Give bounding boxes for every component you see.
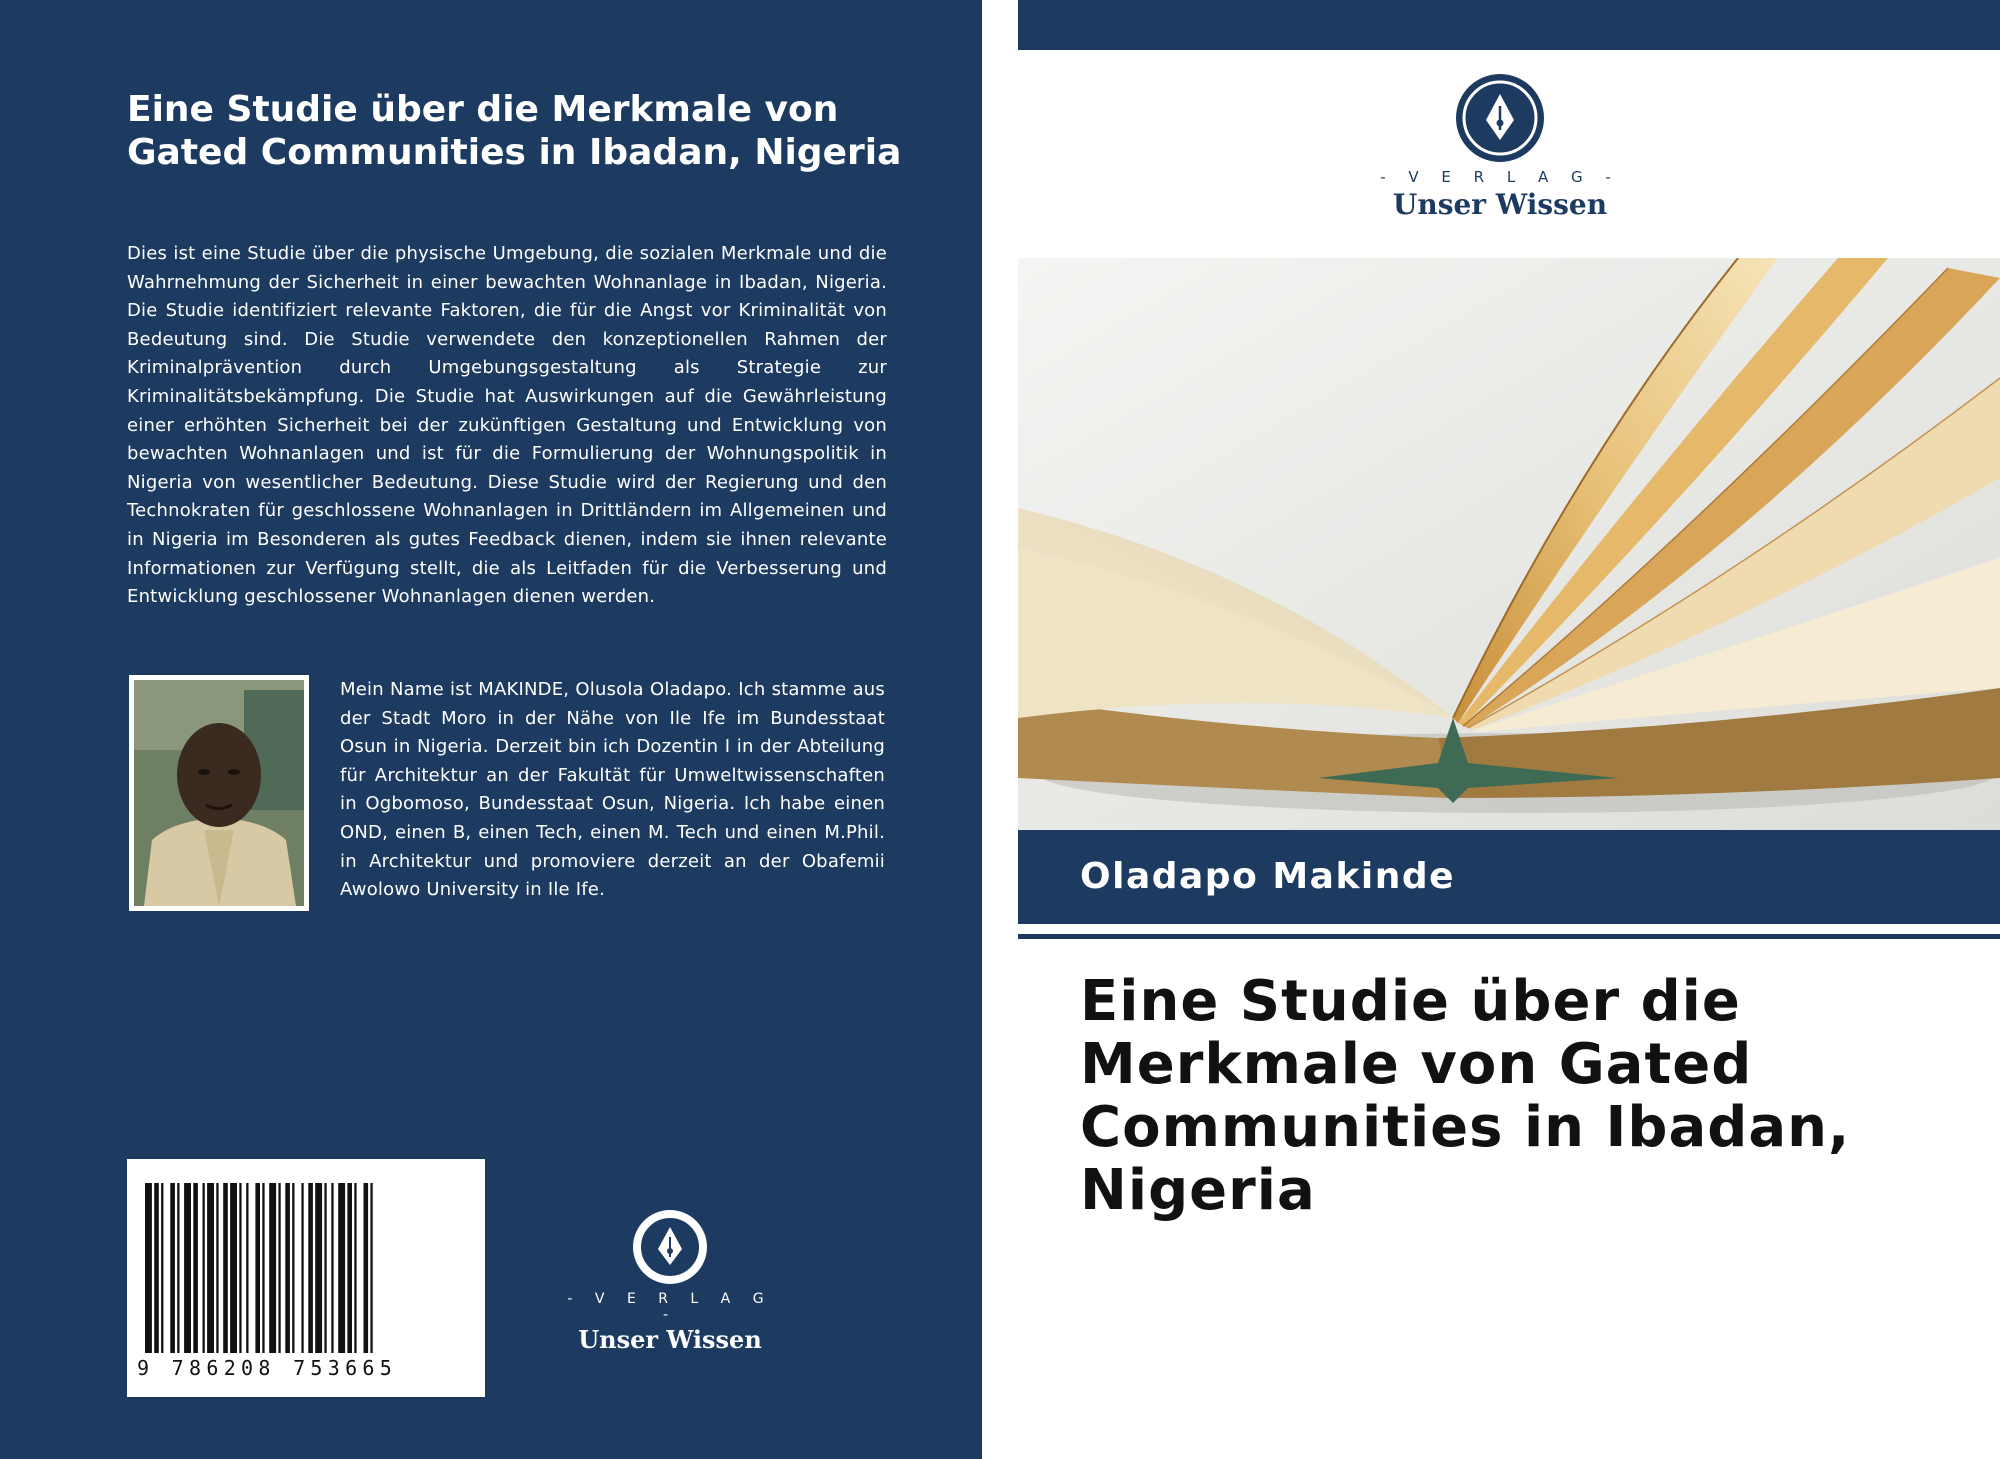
barcode-bar bbox=[308, 1183, 313, 1353]
front-publisher-logo bbox=[1380, 72, 1620, 221]
barcode-bar bbox=[154, 1183, 159, 1353]
open-book-photo bbox=[1018, 258, 2000, 830]
back-cover bbox=[0, 0, 982, 1459]
barcode-bar bbox=[223, 1183, 228, 1353]
fountain-pen-nib-logo-icon bbox=[1454, 72, 1546, 164]
back-publisher-logo bbox=[560, 1207, 780, 1354]
barcode-bar bbox=[301, 1183, 303, 1353]
front-logo-verlag: - V E R L A G - bbox=[1380, 168, 1620, 186]
barcode-bar bbox=[207, 1183, 214, 1353]
back-cover-title: Eine Studie über die Merkmale von Gated Communities in Ibadan, Nigeria bbox=[127, 89, 902, 173]
barcode-bar bbox=[239, 1183, 241, 1353]
author-photo bbox=[129, 675, 309, 911]
author-band bbox=[1018, 830, 2000, 924]
barcode-bar bbox=[292, 1183, 294, 1353]
fountain-pen-nib-logo-icon bbox=[630, 1207, 710, 1287]
barcode-bar bbox=[145, 1183, 152, 1353]
barcode-bar bbox=[184, 1183, 191, 1353]
spine-gap bbox=[982, 0, 1018, 1459]
barcode-bar bbox=[331, 1183, 333, 1353]
barcode-icon bbox=[145, 1183, 467, 1353]
front-cover-title: Eine Studie über die Merkmale von Gated Communities in Ibadan, Nigeria bbox=[1080, 969, 1851, 1223]
barcode-bar bbox=[255, 1183, 260, 1353]
barcode-bar bbox=[216, 1183, 218, 1353]
barcode-bar bbox=[269, 1183, 276, 1353]
barcode-bar bbox=[354, 1183, 356, 1353]
barcode-bar bbox=[193, 1183, 198, 1353]
front-logo-name: Unser Wissen bbox=[1392, 188, 1608, 221]
barcode-bar bbox=[203, 1183, 205, 1353]
back-cover-description: Dies ist eine Studie über die physische Umgebung, die sozialen Merkmale und die Wahrnehmung der Sicherheit in einer bewachten Wohnanlage in Ibadan, Nigeria. Die Studie identifiziert relevante Faktoren, die für die Angst vor Kriminalität von Bedeutung sind. Die Studie verwendete den konzeptionellen Rahmen der Kriminalprävention durch Umgebungsgestaltung als Strategie zur Kriminalitätsbekämpfung. Die Studie hat Auswirkungen auf die Gewährleistung einer erhöhten Sicherheit bei der zukünftigen Gestaltung und Entwicklung von bewachten Wohnanlagen und ist für die Formulierung der Wohnungspolitik in Nigeria von wesentlicher Bedeutung. Diese Studie wird der Regierung und den Technokraten für geschlossene Wohnanlagen in Drittländern im Allgemeinen und in Nigeria im Besonderen als gutes Feedback dienen, indem sie ihnen relevante Informationen zur Verfügung stellt, die als Leitfaden für die Verbesserung und Entwicklung geschlossener Wohnanlagen dienen werden. bbox=[127, 243, 887, 608]
barcode-digits: 9 786208 753665 bbox=[137, 1356, 398, 1380]
barcode-bar bbox=[370, 1183, 372, 1353]
author-portrait bbox=[134, 680, 304, 906]
barcode-bar bbox=[170, 1183, 175, 1353]
barcode-bar bbox=[315, 1183, 322, 1353]
front-author-name: Oladapo Makinde bbox=[1080, 856, 1456, 897]
barcode-bar bbox=[230, 1183, 237, 1353]
barcode-bar bbox=[161, 1183, 163, 1353]
isbn-barcode bbox=[127, 1159, 485, 1397]
barcode-bar bbox=[338, 1183, 345, 1353]
divider-rule bbox=[1018, 934, 2000, 939]
barcode-bar bbox=[177, 1183, 179, 1353]
back-logo-name: Unser Wissen bbox=[578, 1325, 762, 1354]
back-logo-verlag: - V E R L A G - bbox=[567, 1291, 773, 1323]
front-top-bar bbox=[1018, 0, 2000, 50]
barcode-bar bbox=[278, 1183, 280, 1353]
barcode-bar bbox=[285, 1183, 290, 1353]
barcode-bar bbox=[347, 1183, 352, 1353]
barcode-bar bbox=[246, 1183, 248, 1353]
barcode-bar bbox=[324, 1183, 326, 1353]
barcode-bar bbox=[262, 1183, 264, 1353]
barcode-bar bbox=[364, 1183, 369, 1353]
author-bio: Mein Name ist MAKINDE, Olusola Oladapo. Ich stamme aus der Stadt Moro in der Nähe von Ile Ife im Bundesstaat Osun in Nigeria. Derzeit bin ich Dozentin I in der Abteilung für Architektur an der Fakultät für Umweltwissenschaften in Ogbomoso, Bundesstaat Osun, Nigeria. Ich habe einen OND, einen B, einen Tech, einen M. Tech und einen M.Phil. in Architektur und promoviere derzeit an der Obafemii Awolowo University in Ile Ife. bbox=[340, 679, 885, 901]
